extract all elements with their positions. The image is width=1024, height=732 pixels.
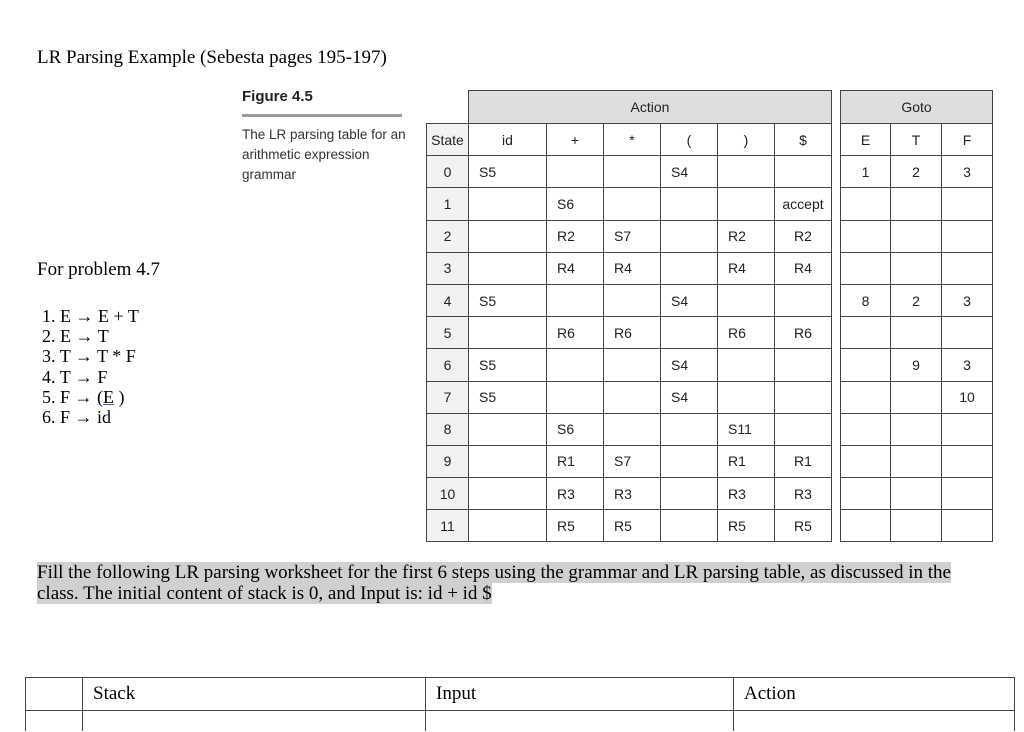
table-row xyxy=(427,413,993,445)
action-cell: S7 xyxy=(604,445,661,477)
arrow-icon: → xyxy=(74,346,93,367)
grammar-rule xyxy=(42,346,139,366)
state-cell: 10 xyxy=(427,478,469,510)
rule-lhs: T xyxy=(59,366,71,387)
goto-cell xyxy=(841,317,891,349)
table-row xyxy=(427,510,993,542)
action-cell: R6 xyxy=(604,317,661,349)
goto-cell xyxy=(841,510,891,542)
worksheet-stack-header: Stack xyxy=(83,678,426,711)
action-cell: S11 xyxy=(718,413,775,445)
rule-lhs: T xyxy=(59,346,71,367)
action-cell: S5 xyxy=(469,349,547,381)
action-cell xyxy=(469,188,547,220)
goto-cell xyxy=(891,317,942,349)
state-cell: 4 xyxy=(427,284,469,316)
goto-cell xyxy=(942,413,993,445)
action-cell xyxy=(661,252,718,284)
action-cell xyxy=(661,445,718,477)
action-cell xyxy=(604,349,661,381)
rule-number: 4. xyxy=(42,366,56,387)
table-row xyxy=(427,478,993,510)
worksheet-row xyxy=(26,711,1015,732)
worksheet-input-header: Input xyxy=(426,678,734,711)
column-gap xyxy=(832,510,841,542)
action-column-header: + xyxy=(547,124,604,156)
column-gap xyxy=(832,478,841,510)
action-cell xyxy=(469,220,547,252)
action-cell: R2 xyxy=(547,220,604,252)
action-cell xyxy=(718,381,775,413)
goto-cell xyxy=(891,220,942,252)
action-cell: R6 xyxy=(718,317,775,349)
action-cell xyxy=(469,478,547,510)
action-cell: S5 xyxy=(469,156,547,188)
state-cell: 3 xyxy=(427,252,469,284)
rule-lhs: E xyxy=(60,306,71,326)
action-column-header: $ xyxy=(775,124,832,156)
grammar-rule xyxy=(42,326,139,346)
action-cell xyxy=(661,413,718,445)
worksheet-cell[interactable] xyxy=(83,711,426,732)
action-cell: R5 xyxy=(604,510,661,542)
action-cell: S4 xyxy=(661,349,718,381)
action-cell: R3 xyxy=(775,478,832,510)
goto-column-header: F xyxy=(942,124,993,156)
goto-cell: 3 xyxy=(942,284,993,316)
state-cell: 0 xyxy=(427,156,469,188)
goto-cell: 8 xyxy=(841,284,891,316)
grammar-rule xyxy=(42,407,139,427)
action-cell xyxy=(775,156,832,188)
rule-number: 6. xyxy=(42,407,56,428)
action-cell xyxy=(469,317,547,349)
action-cell xyxy=(718,349,775,381)
action-cell: S5 xyxy=(469,284,547,316)
goto-cell: 3 xyxy=(942,349,993,381)
goto-cell xyxy=(891,381,942,413)
goto-column-header: T xyxy=(891,124,942,156)
rule-number: 2. xyxy=(42,326,56,347)
page-title: LR Parsing Example (Sebesta pages 195-197) xyxy=(37,47,387,68)
column-gap xyxy=(832,284,841,316)
action-cell: accept xyxy=(775,188,832,220)
column-gap xyxy=(832,252,841,284)
rule-rhs-underlined: (E xyxy=(97,386,115,407)
rule-rhs: E + T xyxy=(98,306,139,326)
state-cell: 1 xyxy=(427,188,469,220)
action-cell xyxy=(661,317,718,349)
goto-cell xyxy=(841,478,891,510)
rule-rhs-rest: ) xyxy=(114,386,125,407)
action-cell xyxy=(469,510,547,542)
action-cell xyxy=(547,156,604,188)
action-cell xyxy=(661,188,718,220)
state-cell: 7 xyxy=(427,381,469,413)
goto-cell: 2 xyxy=(891,284,942,316)
rule-rhs: id xyxy=(97,407,112,428)
action-cell: S5 xyxy=(469,381,547,413)
column-gap xyxy=(832,349,841,381)
arrow-icon: → xyxy=(74,386,93,407)
corner-blank xyxy=(427,91,469,124)
action-group-header: Action xyxy=(469,91,832,124)
action-column-header: ) xyxy=(718,124,775,156)
lr-parsing-worksheet xyxy=(25,677,1015,731)
goto-cell xyxy=(942,252,993,284)
table-row xyxy=(427,284,993,316)
action-cell: S7 xyxy=(604,220,661,252)
goto-cell: 9 xyxy=(891,349,942,381)
column-gap xyxy=(832,124,841,156)
figure-divider xyxy=(242,114,402,117)
action-cell xyxy=(775,381,832,413)
action-cell: R4 xyxy=(604,252,661,284)
action-cell: S4 xyxy=(661,284,718,316)
table-row xyxy=(427,252,993,284)
goto-cell xyxy=(942,478,993,510)
grammar-rule xyxy=(42,367,139,387)
action-column-header: * xyxy=(604,124,661,156)
state-cell: 11 xyxy=(427,510,469,542)
goto-column-header: E xyxy=(841,124,891,156)
rule-number: 3. xyxy=(42,346,56,367)
action-cell: R4 xyxy=(718,252,775,284)
instruction-text xyxy=(37,562,995,604)
goto-cell: 1 xyxy=(841,156,891,188)
action-cell: R1 xyxy=(547,445,604,477)
goto-cell xyxy=(891,478,942,510)
goto-cell xyxy=(891,445,942,477)
goto-cell xyxy=(841,445,891,477)
goto-cell xyxy=(891,188,942,220)
rule-rhs: F xyxy=(97,366,108,387)
action-cell xyxy=(775,413,832,445)
goto-cell xyxy=(942,510,993,542)
column-gap xyxy=(832,381,841,413)
action-column-header: ( xyxy=(661,124,718,156)
action-cell xyxy=(775,284,832,316)
grammar-rule xyxy=(42,306,139,326)
action-cell: R2 xyxy=(775,220,832,252)
column-gap xyxy=(832,445,841,477)
arrow-icon: → xyxy=(74,366,93,387)
instruction-highlight: Fill the following LR parsing worksheet for the first 6 steps using the grammar and LR parsing table, as discussed in the class. The initial content of stack is 0, and Input is: id + id $ xyxy=(37,562,951,604)
action-cell xyxy=(469,445,547,477)
arrow-icon: → xyxy=(75,306,94,326)
rule-rhs: T * F xyxy=(97,346,136,367)
figure-label: Figure 4.5 xyxy=(242,88,313,105)
table-row xyxy=(427,220,993,252)
state-cell: 2 xyxy=(427,220,469,252)
goto-group-header: Goto xyxy=(841,91,993,124)
rule-lhs: E xyxy=(60,326,71,347)
action-cell xyxy=(604,381,661,413)
table-row xyxy=(427,188,993,220)
action-cell xyxy=(547,349,604,381)
worksheet-step-header xyxy=(26,678,83,711)
worksheet-cell[interactable] xyxy=(26,711,83,732)
state-cell: 6 xyxy=(427,349,469,381)
grammar-rule xyxy=(42,387,139,407)
action-cell xyxy=(718,284,775,316)
rule-lhs: F xyxy=(60,407,71,428)
action-cell xyxy=(775,349,832,381)
action-cell: R2 xyxy=(718,220,775,252)
goto-cell: 10 xyxy=(942,381,993,413)
rule-lhs: F xyxy=(60,386,71,407)
action-cell: S6 xyxy=(547,413,604,445)
goto-cell xyxy=(942,188,993,220)
goto-cell: 2 xyxy=(891,156,942,188)
action-cell xyxy=(661,478,718,510)
state-cell: 8 xyxy=(427,413,469,445)
goto-cell xyxy=(841,381,891,413)
grammar-rules xyxy=(42,306,139,427)
worksheet-cell[interactable] xyxy=(734,711,1015,732)
state-column-header: State xyxy=(427,124,469,156)
goto-cell xyxy=(942,220,993,252)
figure-caption: The LR parsing table for an arithmetic expression grammar xyxy=(242,127,406,182)
goto-cell xyxy=(891,252,942,284)
worksheet-action-header: Action xyxy=(734,678,1015,711)
column-gap xyxy=(832,220,841,252)
column-gap xyxy=(832,156,841,188)
action-cell: S4 xyxy=(661,156,718,188)
goto-cell xyxy=(891,413,942,445)
action-cell xyxy=(604,156,661,188)
lr-parsing-table xyxy=(426,90,993,542)
rule-number: 5. xyxy=(42,386,56,407)
action-cell xyxy=(469,413,547,445)
worksheet-cell[interactable] xyxy=(426,711,734,732)
action-cell xyxy=(718,188,775,220)
column-gap xyxy=(832,413,841,445)
column-gap xyxy=(832,317,841,349)
action-cell: R3 xyxy=(604,478,661,510)
table-row xyxy=(427,317,993,349)
action-cell: R5 xyxy=(547,510,604,542)
action-cell xyxy=(547,381,604,413)
action-cell: R3 xyxy=(718,478,775,510)
action-cell: R5 xyxy=(718,510,775,542)
goto-cell xyxy=(942,317,993,349)
arrow-icon: → xyxy=(75,326,94,347)
action-cell xyxy=(661,510,718,542)
column-gap xyxy=(832,91,841,124)
arrow-icon: → xyxy=(74,407,93,428)
rule-number: 1. xyxy=(42,306,56,326)
table-row xyxy=(427,381,993,413)
goto-cell xyxy=(841,252,891,284)
action-cell: S4 xyxy=(661,381,718,413)
action-cell: R1 xyxy=(718,445,775,477)
action-cell: R1 xyxy=(775,445,832,477)
action-cell: R6 xyxy=(775,317,832,349)
action-cell: R3 xyxy=(547,478,604,510)
goto-cell xyxy=(942,445,993,477)
action-column-header: id xyxy=(469,124,547,156)
action-cell xyxy=(469,252,547,284)
action-cell xyxy=(604,284,661,316)
action-cell xyxy=(718,156,775,188)
action-cell xyxy=(604,413,661,445)
goto-cell xyxy=(841,220,891,252)
goto-cell: 3 xyxy=(942,156,993,188)
table-row xyxy=(427,445,993,477)
goto-cell xyxy=(841,413,891,445)
goto-cell xyxy=(841,349,891,381)
rule-rhs: T xyxy=(97,326,109,347)
action-cell: R4 xyxy=(775,252,832,284)
action-cell: R5 xyxy=(775,510,832,542)
goto-cell xyxy=(891,510,942,542)
action-cell xyxy=(547,284,604,316)
problem-heading: For problem 4.7 xyxy=(37,259,160,280)
state-cell: 5 xyxy=(427,317,469,349)
action-cell: R4 xyxy=(547,252,604,284)
table-row xyxy=(427,349,993,381)
action-cell xyxy=(604,188,661,220)
column-gap xyxy=(832,188,841,220)
state-cell: 9 xyxy=(427,445,469,477)
goto-cell xyxy=(841,188,891,220)
action-cell xyxy=(661,220,718,252)
action-cell: S6 xyxy=(547,188,604,220)
table-row xyxy=(427,156,993,188)
action-cell: R6 xyxy=(547,317,604,349)
